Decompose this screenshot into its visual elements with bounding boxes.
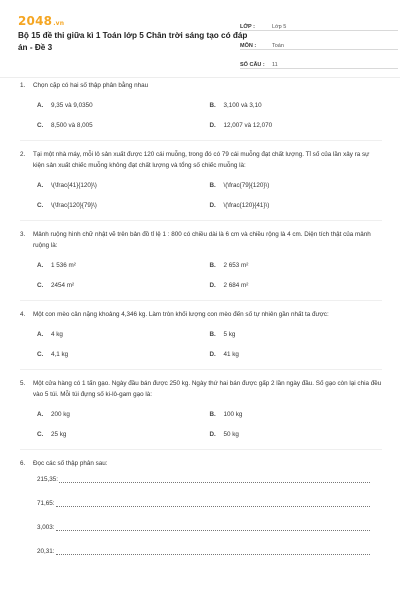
question-divider [20, 220, 382, 221]
question-5 [20, 378, 382, 440]
fill-line[interactable]: 3,003: [37, 523, 382, 533]
answer-blank[interactable] [56, 547, 370, 555]
question-number: 2. [20, 151, 26, 158]
question-text: Một cửa hàng có 1 tấn gạo. Ngày đầu bán được 250 kg. Ngày thứ hai bán được gấp 2 lần ngày đầu. Số gạo còn lại chia đều vào 5 túi. Mỗi túi đựng số ki-lô-gam gạo là: [33, 380, 382, 398]
fill-line[interactable]: 20,31: [37, 547, 382, 557]
question-text: Một con mèo cân nặng khoảng 4,346 kg. Làm tròn khối lượng con mèo đến số tự nhiên gần nhất ta được: [33, 311, 329, 318]
option-b[interactable]: B. 2 653 m² [209, 262, 249, 269]
option-c[interactable]: C. \(\frac{120}{79}\) [37, 202, 97, 209]
question-stem [20, 149, 382, 171]
option-c[interactable]: C. 2454 m² [37, 282, 75, 289]
option-d[interactable]: D. 50 kg [209, 431, 239, 438]
question-number: 3. [20, 231, 26, 238]
question-list [20, 80, 382, 571]
option-b[interactable]: B. 100 kg [209, 411, 243, 418]
worksheet-meta [240, 14, 398, 71]
question-3 [20, 229, 382, 291]
answer-options [37, 181, 382, 211]
option-b[interactable]: B. 5 kg [209, 331, 236, 338]
meta-label: SỐ CÂU : [240, 62, 265, 68]
question-stem [20, 309, 382, 320]
question-stem [20, 80, 382, 91]
option-b[interactable]: B. \(\frac{79}{120}\) [209, 182, 270, 189]
question-stem [20, 458, 382, 469]
option-c[interactable]: C. 4,1 kg [37, 351, 69, 358]
option-a[interactable]: A. \(\frac{41}{120}\) [37, 182, 97, 189]
question-text: Tại một nhà máy, mỗi lô sản xuất được 120 cái muỗng, trong đó có 79 cái muỗng đạt chất lượng. Tỉ số của lần xảy ra sự kiện sản xuất chiếc muỗng không đạt chất lượng và tổng số chiếc muỗng là: [33, 151, 370, 169]
meta-label: LỚP : [240, 24, 255, 30]
meta-row-subject [240, 33, 398, 50]
meta-label: MÔN : [240, 43, 257, 49]
option-b[interactable]: B. 3,100 và 3,10 [209, 102, 262, 109]
question-divider [20, 369, 382, 370]
meta-value: Lớp 5 [272, 24, 287, 30]
page-title: Bộ 15 đề thi giữa kì 1 Toán lớp 5 Chân trời sáng tạo có đáp án - Đề 3 [18, 31, 248, 52]
fill-line[interactable]: 215,35: [37, 475, 382, 485]
answer-blank[interactable] [56, 499, 370, 507]
question-divider [20, 140, 382, 141]
answer-options [37, 410, 382, 440]
answer-blank[interactable] [56, 523, 370, 531]
option-d[interactable]: D. 41 kg [209, 351, 239, 358]
question-1 [20, 80, 382, 131]
fill-line[interactable]: 71,65: [37, 499, 382, 509]
question-number: 4. [20, 311, 26, 318]
header-divider [0, 77, 400, 78]
question-number: 6. [20, 460, 26, 467]
option-a[interactable]: A. 1 536 m² [37, 262, 76, 269]
option-d[interactable]: D. 12,007 và 12,070 [209, 122, 273, 129]
question-stem [20, 378, 382, 400]
question-divider [20, 449, 382, 450]
question-text: Chọn cặp có hai số thập phân bằng nhau [33, 82, 149, 89]
question-4 [20, 309, 382, 360]
fill-in-lines [37, 475, 382, 557]
answer-options [37, 330, 382, 360]
option-c[interactable]: C. 8,500 và 8,005 [37, 122, 93, 129]
meta-row-count [240, 52, 398, 69]
option-d[interactable]: D. \(\frac{120}{41}\) [209, 202, 270, 209]
worksheet-header [18, 14, 384, 68]
option-d[interactable]: D. 2 684 m² [209, 282, 249, 289]
option-c[interactable]: C. 25 kg [37, 431, 67, 438]
question-divider [20, 300, 382, 301]
answer-options [37, 261, 382, 291]
option-a[interactable]: A. 9,35 và 9,0350 [37, 102, 93, 109]
question-number: 5. [20, 380, 26, 387]
answer-blank[interactable] [59, 475, 370, 483]
question-number: 1. [20, 82, 26, 89]
question-stem [20, 229, 382, 251]
site-logo[interactable]: 2048.vn [18, 14, 65, 28]
meta-row-grade [240, 14, 398, 31]
meta-value: Toán [272, 43, 284, 49]
question-text: Mảnh ruộng hình chữ nhật vẽ trên bản đồ tỉ lệ 1 : 800 có chiều dài là 6 cm và chiều rộng là 4 cm. Diện tích thật của mảnh ruộng là: [33, 231, 371, 249]
option-a[interactable]: A. 4 kg [37, 331, 63, 338]
answer-options [37, 101, 382, 131]
question-6 [20, 458, 382, 557]
meta-value: 11 [272, 62, 278, 68]
question-text: Đọc các số thập phân sau: [33, 460, 108, 467]
question-2 [20, 149, 382, 211]
option-a[interactable]: A. 200 kg [37, 411, 70, 418]
